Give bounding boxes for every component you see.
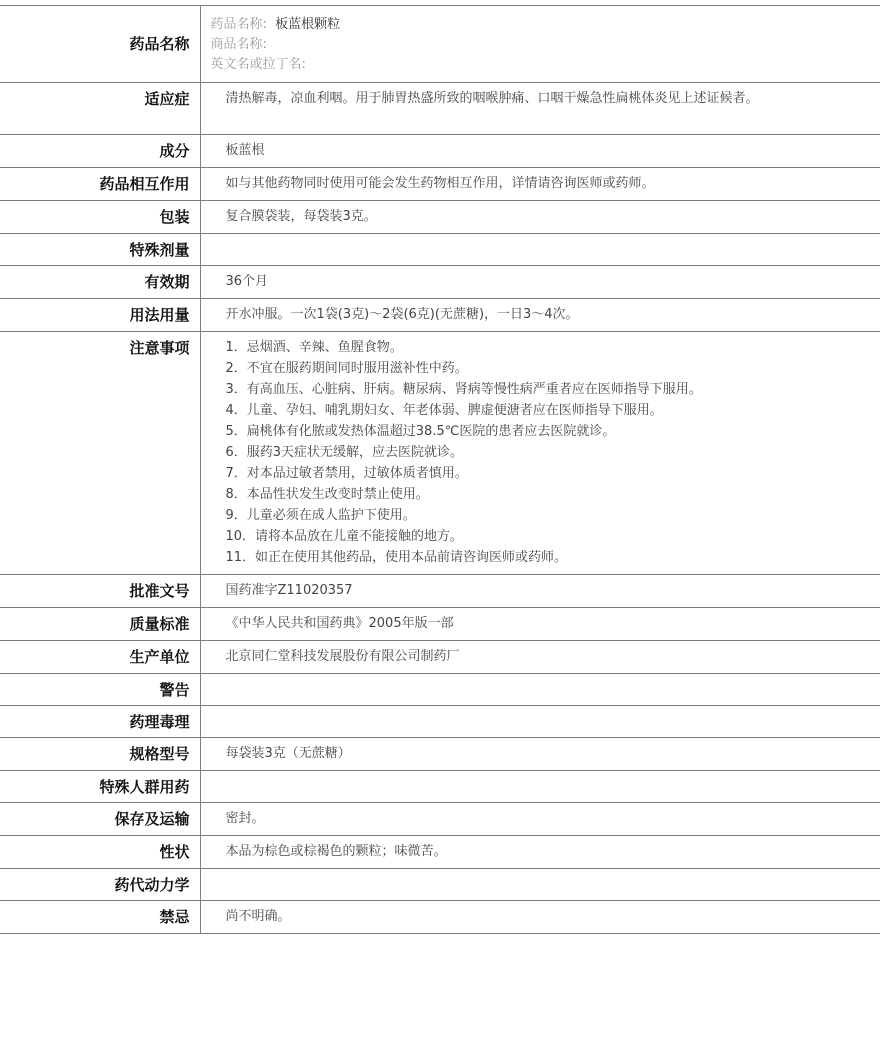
- precaution-item: 9．儿童必须在成人监护下使用。: [225, 508, 416, 523]
- row-label-shelf-life: 有效期: [0, 266, 200, 299]
- row-storage-transport: [0, 803, 880, 836]
- row-label-quality-standard: 质量标准: [0, 608, 200, 641]
- row-label-pharmacokinetics: 药代动力学: [0, 869, 200, 901]
- row-appearance: [0, 836, 880, 869]
- row-pharmacology-toxicology: [0, 706, 880, 738]
- approval-number-value: 国药准字Z11020357: [225, 583, 353, 598]
- row-indication: [0, 83, 880, 135]
- precaution-item: 6．服药3天症状无缓解，应去医院就诊。: [225, 445, 464, 460]
- special-dosage-value: [200, 234, 880, 266]
- contraindications-value: 尚不明确。: [225, 909, 291, 924]
- precautions-list: [226, 337, 871, 568]
- ingredients-value: 板蓝根: [225, 143, 265, 158]
- generic-name-value: 板蓝根颗粒: [275, 17, 341, 32]
- english-name-label: 英文名或拉丁名:: [210, 57, 306, 72]
- pharmacokinetics-value: [200, 869, 880, 901]
- row-label-ingredients: 成分: [0, 135, 200, 168]
- row-label-appearance: 性状: [0, 836, 200, 869]
- row-label-warning: 警告: [0, 674, 200, 706]
- precaution-item: 8．本品性状发生改变时禁止使用。: [225, 487, 429, 502]
- row-interactions: [0, 168, 880, 201]
- shelf-life-value: 36个月: [225, 274, 269, 289]
- row-label-contraindications: 禁忌: [0, 901, 200, 934]
- interactions-value: 如与其他药物同时使用可能会发生药物相互作用，详情请咨询医师或药师。: [225, 176, 655, 191]
- row-manufacturer: [0, 641, 880, 674]
- storage-transport-value: 密封。: [225, 811, 265, 826]
- row-special-populations: [0, 771, 880, 803]
- row-label-manufacturer: 生产单位: [0, 641, 200, 674]
- row-quality-standard: [0, 608, 880, 641]
- precautions-cell: [200, 332, 880, 575]
- special-populations-value: [200, 771, 880, 803]
- row-ingredients: [0, 135, 880, 168]
- row-label-packaging: 包装: [0, 201, 200, 234]
- row-label-special-populations: 特殊人群用药: [0, 771, 200, 803]
- row-pharmacokinetics: [0, 869, 880, 901]
- indication-value: 清热解毒，凉血利咽。用于肺胃热盛所致的咽喉肿痛、口咽干燥急性扁桃体炎见上述证候者。: [225, 91, 759, 106]
- row-packaging: [0, 201, 880, 234]
- precaution-item: 7．对本品过敏者禁用，过敏体质者慎用。: [225, 466, 468, 481]
- packaging-value: 复合膜袋装，每袋装3克。: [225, 209, 377, 224]
- precaution-item: 11．如正在使用其他药品，使用本品前请咨询医师或药师。: [225, 550, 568, 565]
- row-label-special-dosage: 特殊剂量: [0, 234, 200, 266]
- generic-name-line: [211, 15, 871, 35]
- row-precautions: [0, 332, 880, 575]
- warning-value: [200, 674, 880, 706]
- quality-standard-value: 《中华人民共和国药典》2005年版一部: [225, 616, 454, 631]
- row-label-specification: 规格型号: [0, 738, 200, 771]
- appearance-value: 本品为棕色或棕褐色的颗粒；味微苦。: [225, 844, 447, 859]
- manufacturer-value: 北京同仁堂科技发展股份有限公司制药厂: [225, 649, 460, 664]
- row-warning: [0, 674, 880, 706]
- row-drug-name: [0, 6, 880, 83]
- row-shelf-life: [0, 266, 880, 299]
- trade-name-label: 商品名称:: [210, 37, 267, 52]
- row-label-storage-transport: 保存及运输: [0, 803, 200, 836]
- english-name-line: [211, 55, 871, 75]
- precaution-item: 4．儿童、孕妇、哺乳期妇女、年老体弱、脾虚便溏者应在医师指导下服用。: [225, 403, 663, 418]
- row-label-interactions: 药品相互作用: [0, 168, 200, 201]
- specification-value: 每袋装3克（无蔗糖）: [225, 746, 351, 761]
- row-label-indication: 适应症: [0, 83, 200, 135]
- precaution-item: 3．有高血压、心脏病、肝病。糖尿病、肾病等慢性病严重者应在医师指导下服用。: [225, 382, 702, 397]
- generic-name-label: 药品名称:: [210, 17, 267, 32]
- row-label-drug-name: 药品名称: [0, 6, 200, 83]
- row-approval-number: [0, 575, 880, 608]
- precaution-item: 2．不宜在服药期间同时服用滋补性中药。: [225, 361, 468, 376]
- drug-info-table: [0, 5, 880, 934]
- precaution-item: 10．请将本品放在儿童不能接触的地方。: [225, 529, 464, 544]
- row-contraindications: [0, 901, 880, 934]
- precaution-item: 5．扁桃体有化脓或发热体温超过38.5℃医院的患者应去医院就诊。: [225, 424, 616, 439]
- drug-name-cell: [200, 6, 880, 83]
- usage-value: 开水冲服。一次1袋(3克)～2袋(6克)(无蔗糖)，一日3～4次。: [225, 307, 579, 322]
- trade-name-line: [211, 35, 871, 55]
- row-special-dosage: [0, 234, 880, 266]
- row-label-pharmacology-toxicology: 药理毒理: [0, 706, 200, 738]
- row-label-approval-number: 批准文号: [0, 575, 200, 608]
- precaution-item: 1．忌烟酒、辛辣、鱼腥食物。: [225, 340, 403, 355]
- row-label-precautions: 注意事项: [0, 332, 200, 575]
- pharmacology-toxicology-value: [200, 706, 880, 738]
- row-specification: [0, 738, 880, 771]
- row-label-usage: 用法用量: [0, 299, 200, 332]
- row-usage: [0, 299, 880, 332]
